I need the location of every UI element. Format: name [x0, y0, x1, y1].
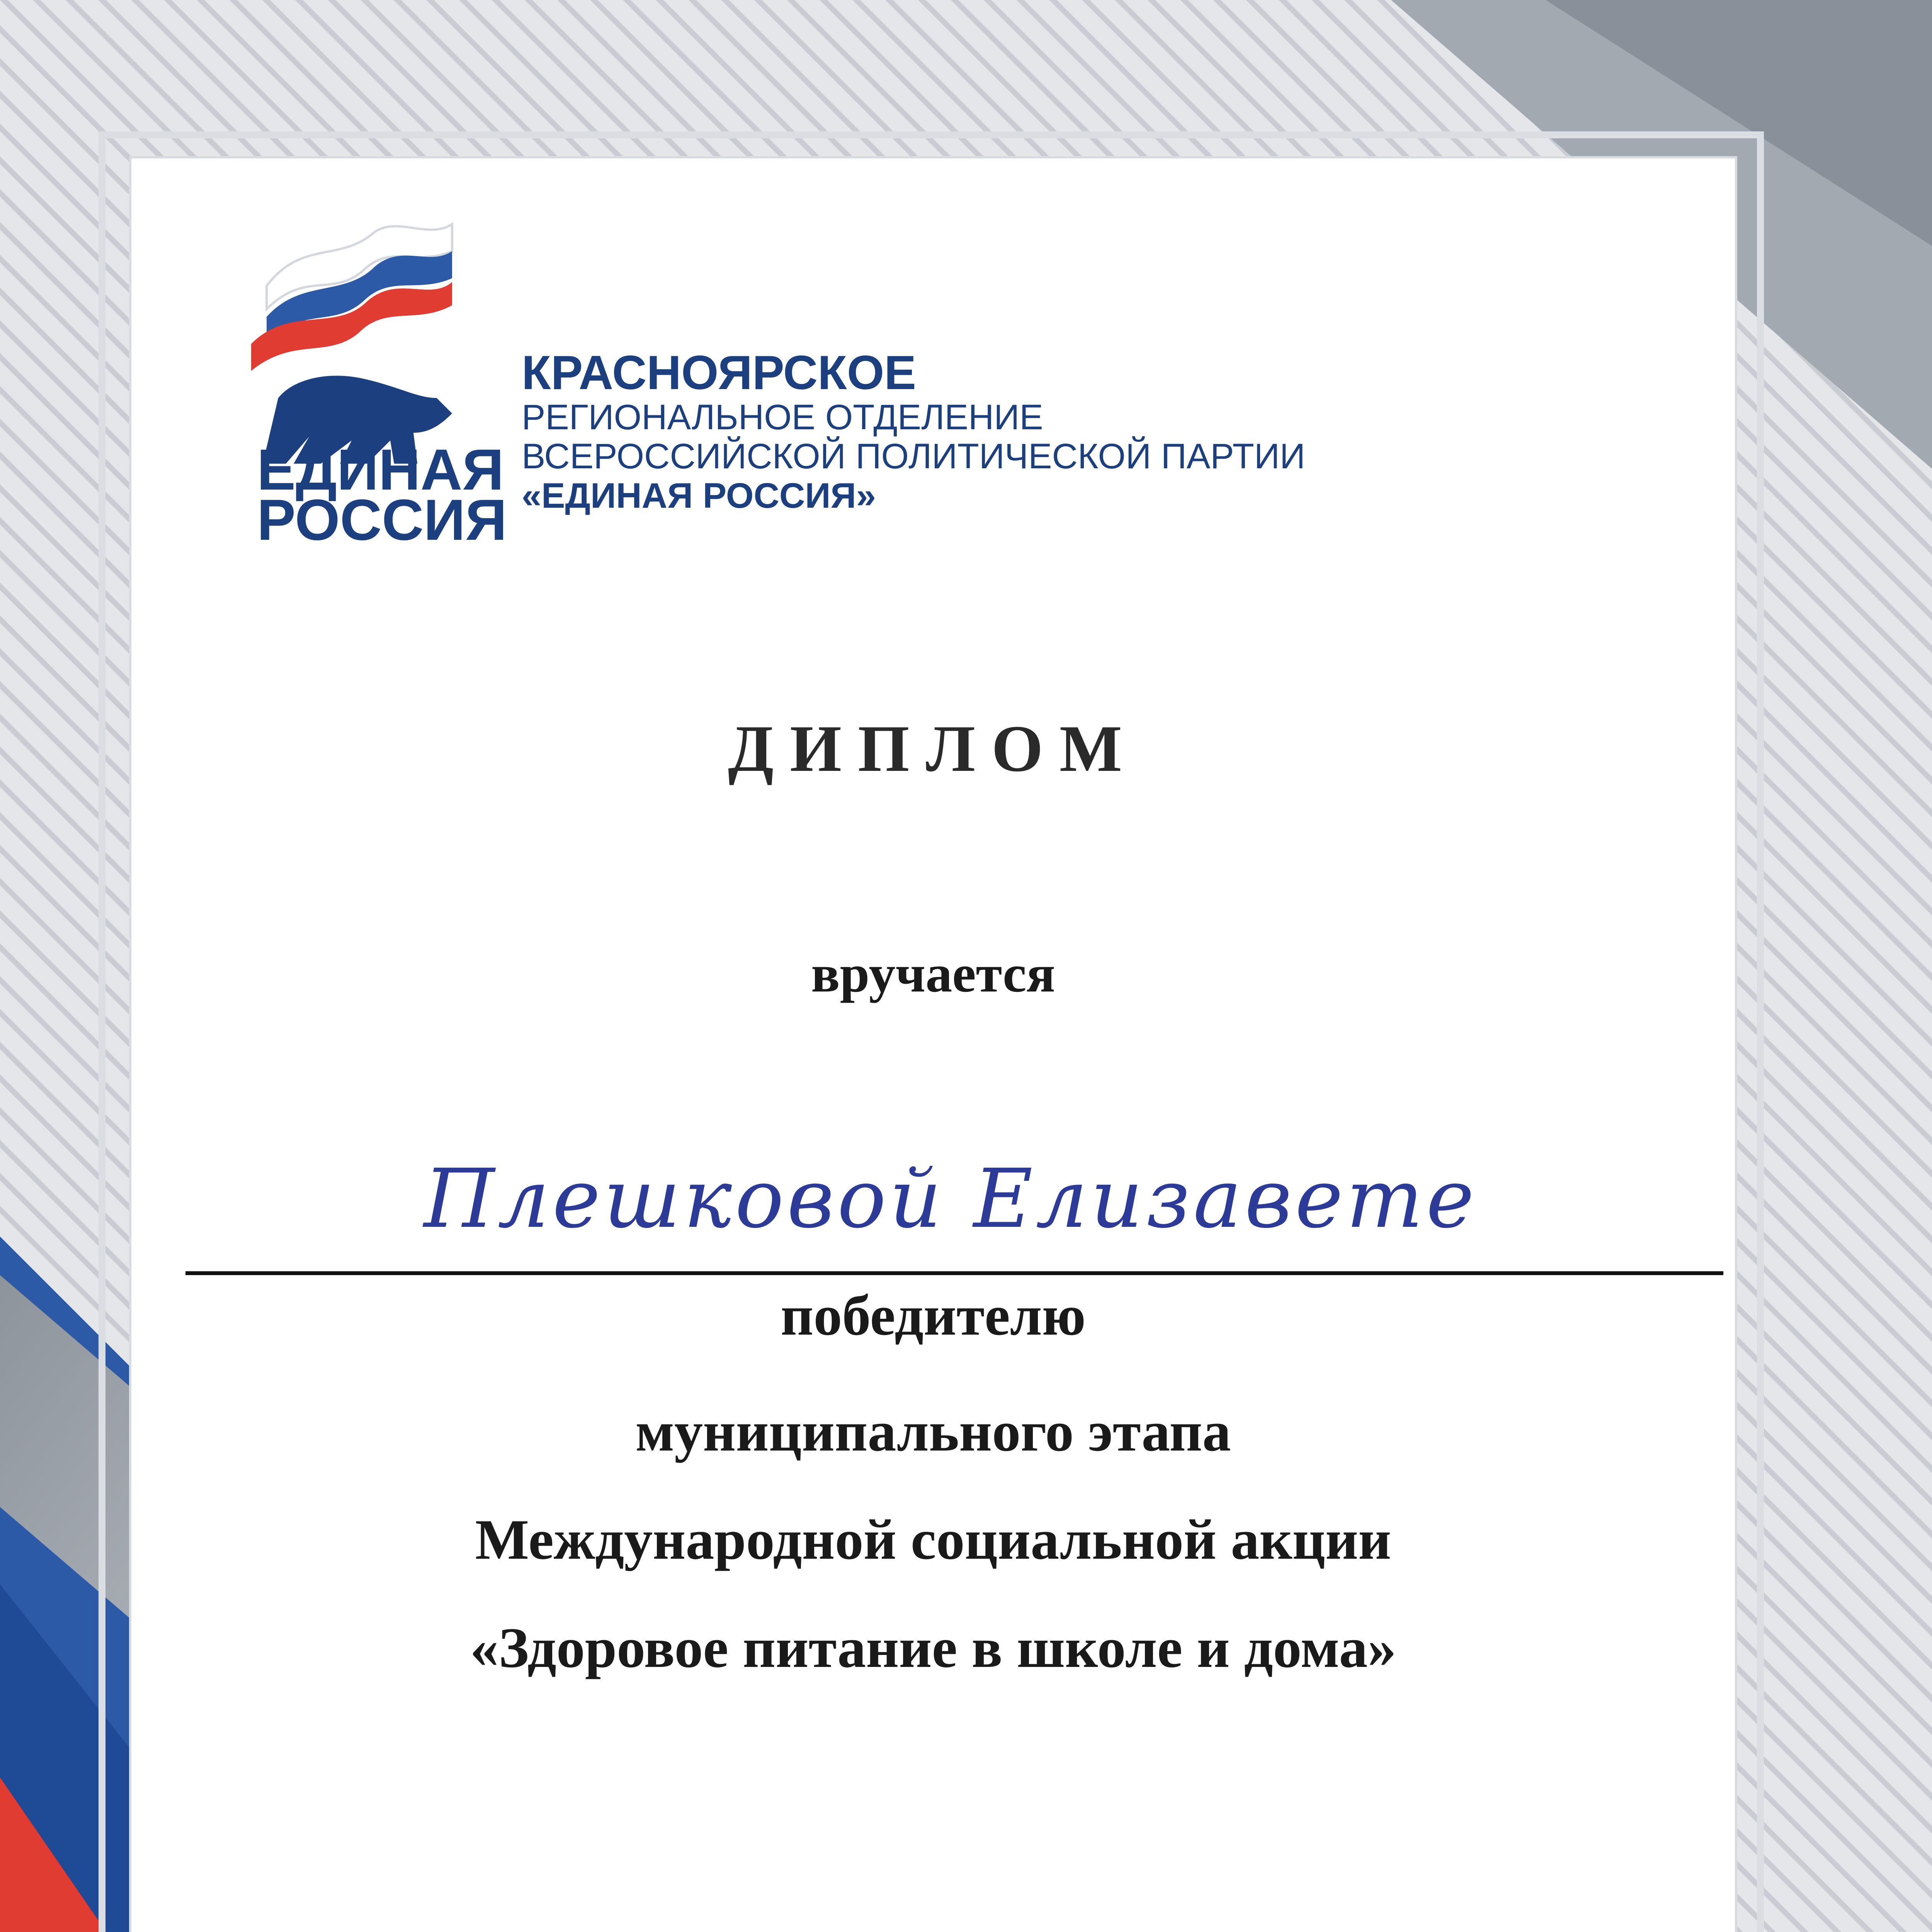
party-region: КРАСНОЯРСКОЕ	[522, 346, 917, 400]
diploma-title: ДИПЛОМ	[728, 712, 1139, 786]
award-line-1: победителю	[781, 1284, 1086, 1347]
party-line-3: ВСЕРОССИЙСКОЙ ПОЛИТИЧЕСКОЙ ПАРТИИ	[522, 437, 1305, 476]
recipient-underline	[185, 1271, 1723, 1275]
award-line-4: «Здоровое питание в школе и дома»	[470, 1616, 1396, 1680]
award-line-2: муниципального этапа	[635, 1400, 1231, 1463]
recipient-name: Плешковой Елизавете	[423, 1151, 1478, 1246]
party-line-4: «ЕДИНАЯ РОССИЯ»	[522, 476, 876, 515]
awarded-text: вручается	[811, 944, 1055, 1003]
party-header	[522, 348, 1372, 515]
logo-word-1: ЕДИНАЯ	[257, 437, 504, 502]
party-line-2: РЕГИОНАЛЬНОЕ ОТДЕЛЕНИЕ	[522, 398, 1043, 437]
award-line-3: Международной социальной акции	[475, 1508, 1391, 1571]
logo-word-2: РОССИЯ	[257, 487, 507, 552]
